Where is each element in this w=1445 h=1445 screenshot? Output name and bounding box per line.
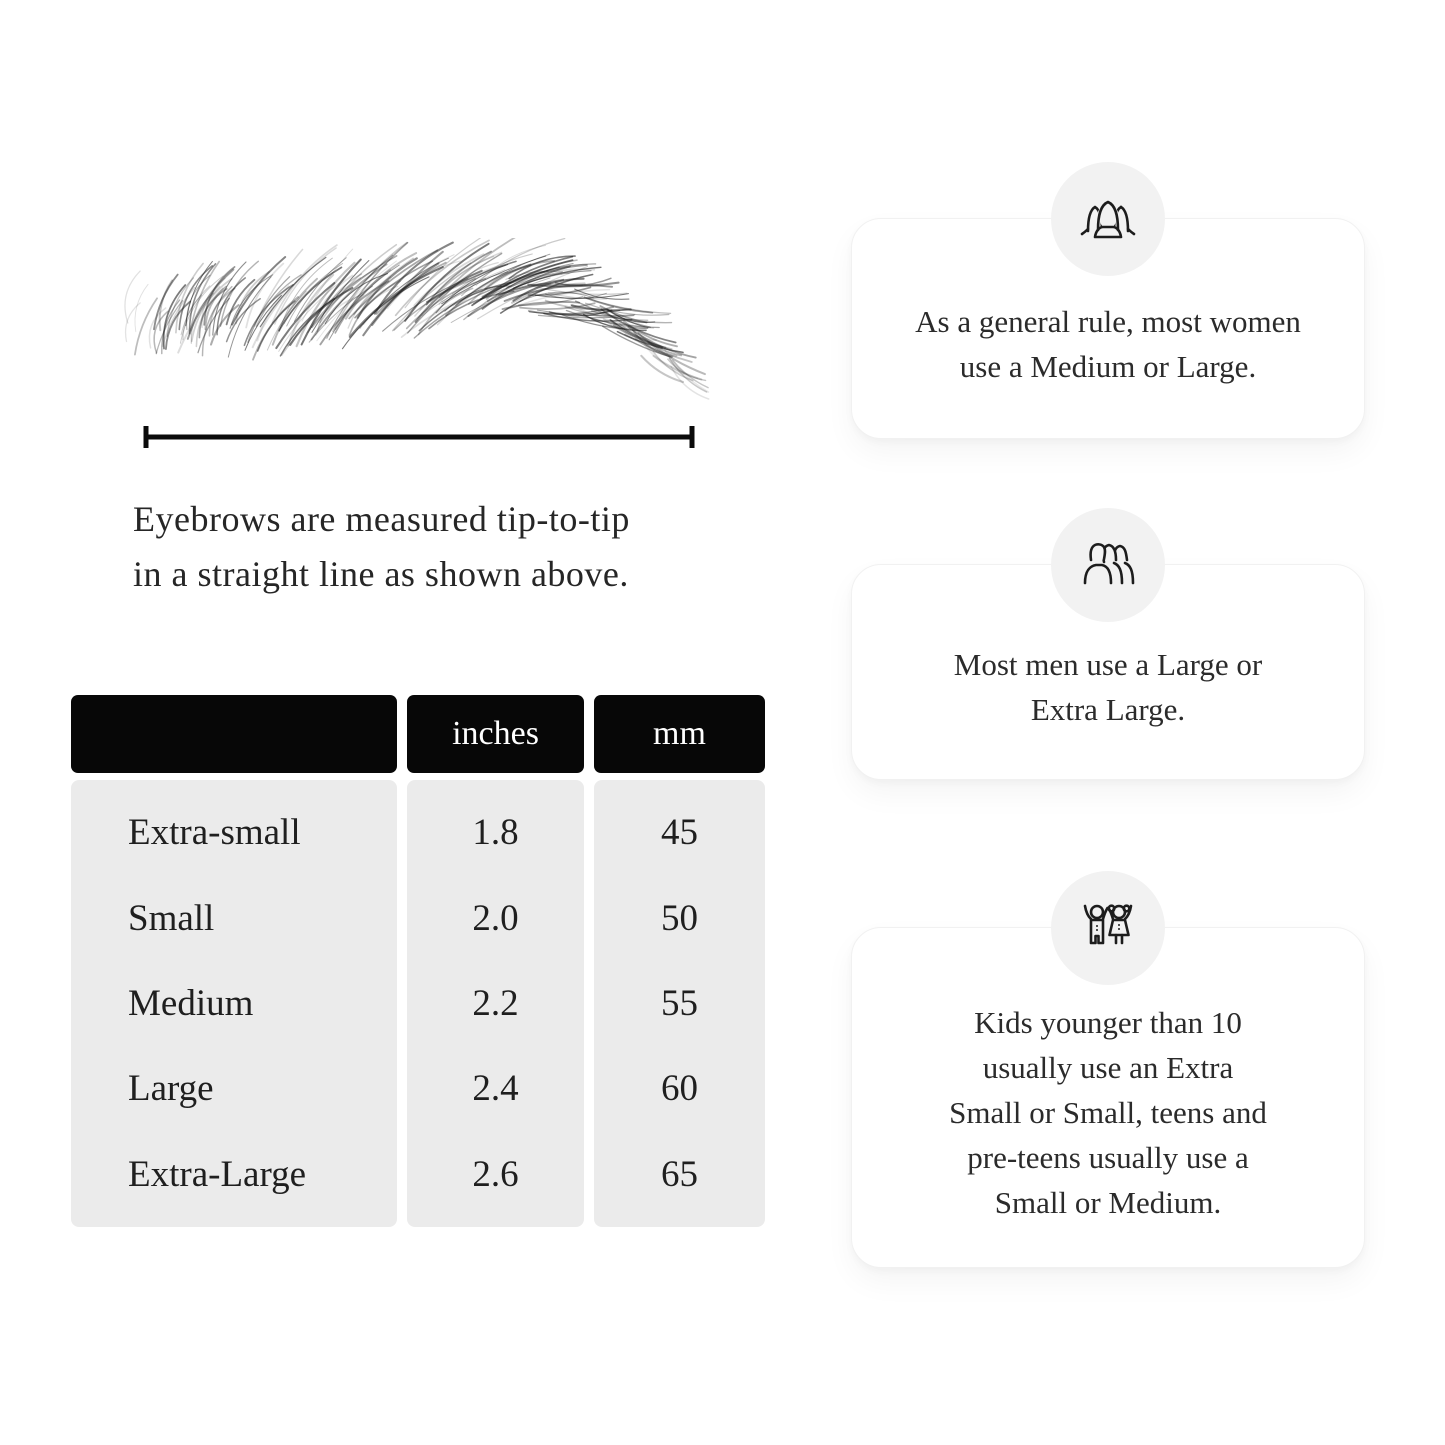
card-text-line: Small or Small, teens and [949,1095,1267,1130]
info-card-men [851,564,1365,780]
mm-column [594,780,765,1227]
table-cell: 65 [661,1153,698,1195]
table-cell: 50 [661,897,698,939]
card-text-line: use a Medium or Large. [959,348,1257,384]
caption-line: Eyebrows are measured tip-to-tip [133,499,630,539]
table-cell: 60 [661,1068,698,1110]
table-cell: Extra-Large [128,1153,307,1195]
header-cell-inches: inches [407,695,584,773]
info-card-women [851,218,1365,439]
card-text-line: Most men use a Large or [953,647,1263,682]
table-cell: 2.4 [472,1068,519,1110]
table-cell: Large [128,1068,214,1110]
card-text-line: As a general rule, most women [915,303,1301,339]
card-text-line: Kids younger than 10 [974,1005,1242,1040]
card-text-line: pre-teens usually use a [967,1140,1249,1175]
eyebrow-illustration [118,238,718,408]
men-group-icon [1051,508,1165,622]
table-cell: Medium [128,982,254,1024]
size-table-body [71,780,765,1227]
info-card-kids [851,927,1365,1268]
table-cell: 2.6 [472,1153,519,1195]
card-text-line: usually use an Extra [982,1050,1234,1085]
header-cell-mm: mm [594,695,765,773]
table-cell: Small [128,897,215,939]
card-text [915,299,1301,389]
table-cell: 1.8 [472,812,519,854]
measurement-caption [133,492,773,602]
table-cell: Extra-small [128,812,301,854]
header-cell-blank [71,695,397,773]
size-label-column [71,780,397,1227]
size-table-header [71,695,765,773]
children-icon [1051,871,1165,985]
table-cell: 55 [661,982,698,1024]
table-cell: 2.2 [472,982,519,1024]
card-text-line: Extra Large. [1030,692,1186,727]
card-text [954,642,1263,732]
card-text-line: Small or Medium. [994,1185,1222,1220]
inches-column [407,780,584,1227]
size-table [71,695,765,1227]
women-group-icon [1051,162,1165,276]
table-cell: 2.0 [472,897,519,939]
measurement-line [140,419,698,455]
table-cell: 45 [661,812,698,854]
caption-line: in a straight line as shown above. [133,554,629,594]
card-text [949,1000,1267,1225]
